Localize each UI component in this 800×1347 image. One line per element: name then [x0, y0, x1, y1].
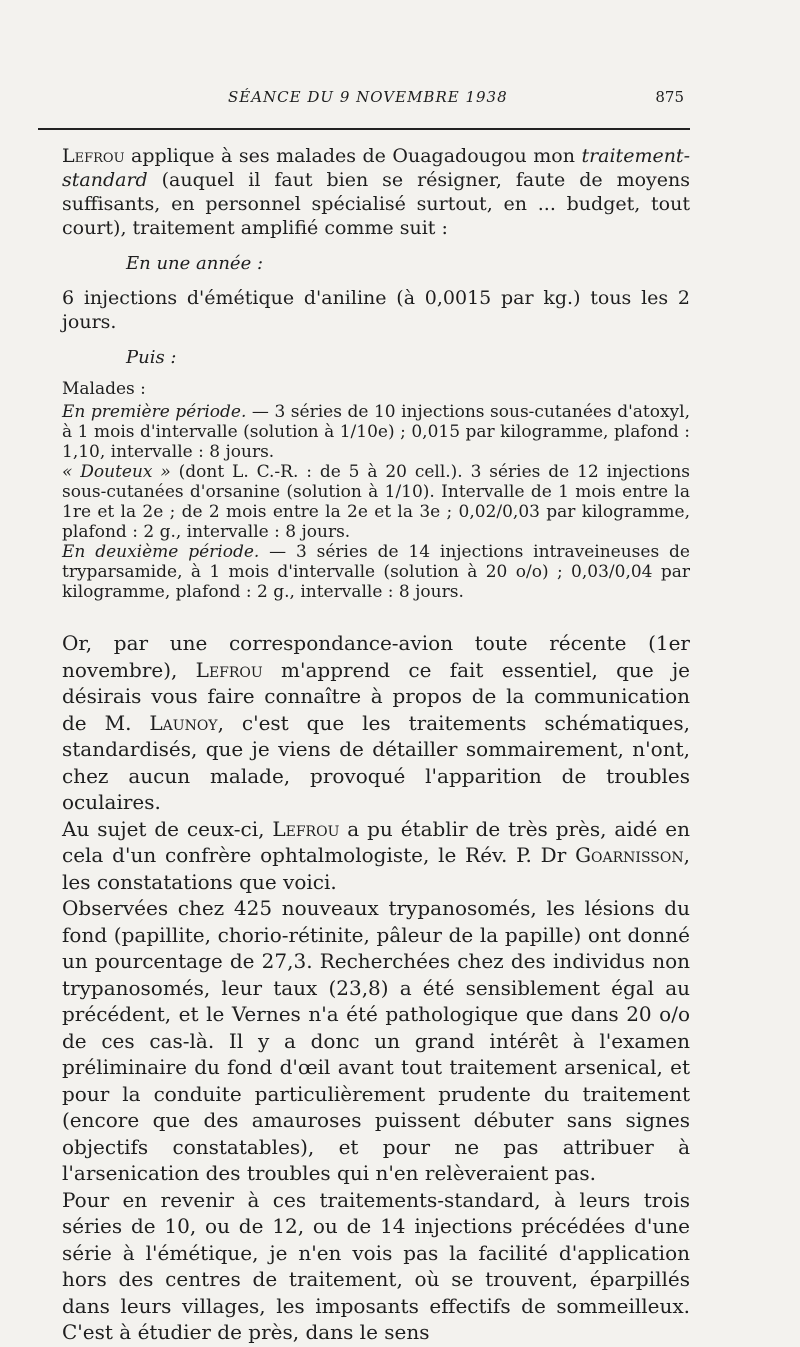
second-period-text: — 3 séries de 14 injections intraveineuses de tryparsamide, à 1 mois d'intervalle (solution à 20 o/o) ; 0,03/0,04 par kilogramme, plafond : 2 g., intervalle : 8 jours.	[62, 542, 690, 602]
malades-label: Malades :	[62, 379, 146, 399]
paragraph-observations: Observées chez 425 nouveaux trypanosomés, les lésions du fond (papillite, chorio-rétinite, pâleur de la papille) ont donné un pourcentage de 27,3. Recherchées chez des individus non trypanosomés, leur taux (23,8) a été sensiblement égal au précédent, et le Vernes n'a été pathologique que dans 20 o/o de ces cas-là. Il y a donc un grand intérêt à l'examen préliminaire du fond d'œil avant tout traitement arsenical, et pour la conduite particulièrement prudente du traitement (encore que des amauroses puissent débuter sans signes objectifs constatables), et pour ne pas attribuer à l'arsenication des troubles qui n'en relèveraient pas.	[62, 896, 690, 1185]
intro-text-after: (auquel il faut bien se résigner, faute de moyens suffisants, en personnel spécialisé surtout, en ... budget, tout court), traitement amplifié comme suit :	[62, 169, 690, 239]
paragraph-standard-treatments: Pour en revenir à ces traitements-standard, à leurs trois séries de 10, ou de 12, ou de 14 injections précédées d'une série à l'émétique, je n'en vois pas la facilité d'application hors des centres de traitement, où se trouvent, éparpillés dans leurs villages, les imposants effectifs de sommeilleux. C'est à étudier de près, dans le sens	[62, 1187, 690, 1344]
intro-text-before: applique à ses malades de Ouagadougou mon	[124, 145, 582, 167]
para2-before: Au sujet de ceux-ci,	[62, 816, 273, 841]
doubtful-text: (dont L. C.-R. : de 5 à 20 cell.). 3 séries de 12 injections sous-cutanées d'orsanine (solution à 1/10). Intervalle de 1 mois entre la 1re et la 2e ; de 2 mois entre la 2e et la 3e ; 0,02/0,03 par kilogramme, plafond : 2 g., intervalle : 8 jours.	[62, 462, 690, 542]
doubtful-label: « Douteux »	[62, 462, 171, 482]
page-number: 875	[655, 88, 684, 106]
paragraph-correspondence	[62, 630, 690, 816]
para1-after: , c'est que les traitements schématiques, standardisés, que je viens de détailler sommairement, n'ont, chez aucun malade, provoqué l'apparition de troubles oculaires.	[62, 710, 690, 814]
para1-name1: Lefrou	[195, 657, 263, 682]
para2-middle: a pu établir de très près, aidé en cela d'un confrère ophtalmologiste, le Rév. P. Dr	[62, 816, 690, 867]
year-heading: En une année :	[126, 253, 264, 274]
intro-term: traitement-standard	[62, 145, 690, 191]
page-header	[62, 80, 690, 114]
para2-after: , les constatations que voici.	[62, 843, 690, 894]
first-period-text: — 3 séries de 10 injections sous-cutanées d'atoxyl, à 1 mois d'intervalle (solution à 1/10e) ; 0,015 par kilogramme, plafond : 1,10, intervalle : 8 jours.	[62, 402, 690, 462]
second-period	[62, 542, 690, 602]
first-period	[62, 402, 690, 462]
doubtful-cases	[62, 462, 690, 542]
intro-paragraph	[62, 144, 690, 240]
running-title: SÉANCE DU 9 NOVEMBRE 1938	[228, 88, 508, 106]
page	[62, 80, 690, 1346]
para1-middle: m'apprend ce fait essentiel, que je désirais vous faire connaître à propos de la communication de M.	[62, 657, 690, 735]
para2-name2: Goarnisson	[575, 843, 684, 867]
then-heading: Puis :	[126, 347, 177, 368]
header-rule	[38, 128, 690, 130]
para1-before: Or, par une correspondance-avion toute récente (1er novembre),	[62, 631, 690, 682]
author-name: Lefrou	[62, 145, 125, 167]
second-period-label: En deuxième période.	[62, 542, 260, 562]
paragraph-ophthalmology	[62, 816, 690, 896]
first-period-label: En première période.	[62, 402, 247, 422]
para1-name2: Launoy	[149, 710, 218, 735]
year-line: 6 injections d'émétique d'aniline (à 0,0015 par kg.) tous les 2 jours.	[62, 287, 690, 333]
para2-name1: Lefrou	[272, 816, 340, 841]
